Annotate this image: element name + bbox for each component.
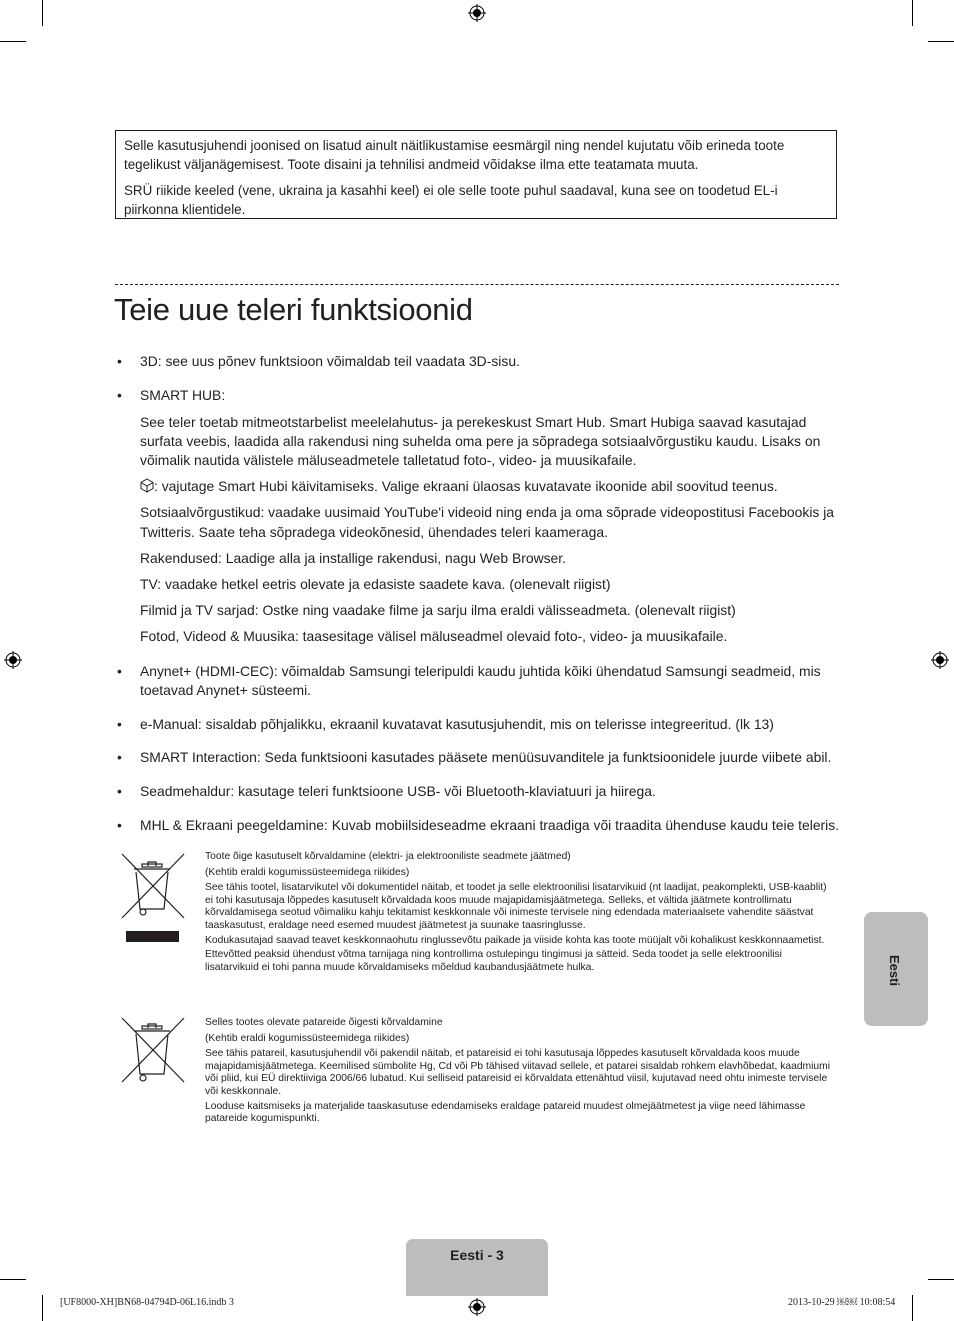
weee-heading: Toote õige kasutuselt kõrvaldamine (elektri- ja elektrooniliste seadmete jäätmed) (205, 851, 571, 862)
feature-text: : vaadake hetkel eetris olevate ja edasiste saadete kava. (olenevalt riigist) (157, 575, 611, 592)
weee-text: Kodukasutajad saavad teavet keskkonnaohutu ringlussevõtu paikade ja viiside kohta kas toote müüjalt või kohalikust keskkonnaametist. (205, 934, 825, 946)
crop-mark (928, 41, 954, 42)
crop-mark (912, 1295, 913, 1321)
registration-mark-icon (4, 651, 22, 669)
smart-hub-icon (140, 478, 154, 493)
bullet: • (117, 353, 122, 369)
feature-label: 3D (140, 353, 158, 369)
list-item (115, 748, 840, 767)
feature-label: Sotsiaalvõrgustikud (140, 504, 261, 521)
weee-text: See tähis tootel, lisatarvikutel või dokumentidel näitab, et toodet ja selle elektroonilisi lisatarvikuid (nt laadijat, peakomplekti, USB-kaablit) ei tohi kasutusaja lõppedes kasutuselt kõrvaldada koos muude majapidamisjäätmetega. Selleks, et vältida jäätmete kontrollimatu kõrvaldamisega seotud võimaliku kahju tekitamist keskkonnale või inimeste tervisele ning edendada materiaalsete vahendite säästvat taaskasutust, eraldage need esemed muudest jäätmetest ja suunake taasringlusse. (205, 882, 827, 931)
bullet: • (117, 662, 122, 679)
feature-text: : Seda funktsiooni kasutades pääsete menüüsuvanditele ja funktsioonidele juurde viibete abil. (256, 749, 832, 766)
feature-label: SMART Interaction (140, 749, 257, 766)
list-item (115, 782, 840, 801)
feature-label: Filmid ja TV sarjad (140, 602, 255, 619)
feature-text: : vaadake uusimaid YouTube'i videoid ning enda ja oma sõprade videopostitusi Facebookis ja Twitteris. Saate teha sõpradega videokõnesid, ühendades teleri kaameraga. (140, 504, 835, 540)
feature-text: : (221, 386, 226, 403)
crossed-battery-bin-icon (120, 1016, 186, 1086)
list-item (115, 715, 840, 734)
feature-label: TV (140, 575, 158, 592)
battery-text: See tähis patareil, kasutusjuhendil või pakendil näitab, et patareisid ei tohi kasutusaja lõppedes kasutuselt kõrvaldada koos muude majapidamisjäätmetega. Keemilised sümbolite Hg, Cd või Pb tähised viitavad sellele, et patarei sisaldab rohkem elavhõbedat, kaadmiumi või pliid, kui EÜ direktiiviga 2006/66 lubatud. Kui selliseid patareisid ei kõrvaldata ettenähtud viisil, kujutavad need ohtu inimeste tervisele või keskkonnale. (205, 1048, 831, 1097)
crop-mark (0, 41, 26, 42)
feature-text: : Kuvab mobiilsideseadme ekraani traadiga või traadita ühenduse kaudu teie teleris. (324, 816, 840, 833)
list-item (115, 662, 840, 700)
disclaimer-box (115, 130, 837, 219)
feature-list (115, 352, 840, 850)
weee-notice (205, 851, 830, 976)
page-title: Teie uue teleri funktsioonid (114, 292, 473, 327)
battery-subheading: (Kehtib eraldi kogumissüsteemidega riikides) (205, 1032, 410, 1044)
footer-timestamp: 2013-10-29 ￼￼ 10:08:54 (788, 1297, 896, 1308)
disclaimer-text: SRÜ riikide keeled (vene, ukraina ja kasahhi keel) ei ole selle toote puhul saadaval, kuna see on toodetud EL-i piirkonna klientidele. (124, 183, 778, 217)
crop-mark (42, 0, 43, 26)
weee-text: Ettevõtted peaksid ühendust võtma tarnijaga ning kontrollima ostulepingu tingimusi ja sätteid. Seda toodet ja selle elektroonilisi lisatarvikuid ei tohi panna muude kõrvaldamiseks mõeldud kaubandusjäätmete hulka. (205, 949, 782, 973)
feature-label: e-Manual (140, 715, 198, 732)
feature-label: Rakendused (140, 549, 218, 566)
weee-subheading: (Kehtib eraldi kogumissüsteemidega riikides) (205, 866, 410, 878)
list-item (115, 386, 840, 647)
feature-text: See teler toetab mitmeotstarbelist meelelahutus- ja perekeskust Smart Hub. Smart Hubiga saavad kasutajad surfata veebis, laadida alla rakendusi ning suhelda oma pere ja sõpradega sotsiaalvõrgustiku kaudu. Lisaks on võimalik nautida välistele mäluseadmetele talletatud foto-, video- ja muusikafaile. (140, 413, 821, 468)
language-tab-label: Eesti (887, 954, 903, 987)
feature-text: : see uus põnev funktsioon võimaldab teil vaadata 3D-sisu. (157, 353, 520, 369)
feature-label: Fotod, Videod & Muusika (140, 628, 295, 645)
crop-mark (0, 1279, 26, 1280)
registration-mark-icon (931, 651, 949, 669)
page-number-tab (406, 1239, 548, 1296)
bullet: • (117, 783, 122, 800)
feature-text: : Laadige alla ja installige rakendusi, nagu Web Browser. (218, 549, 566, 566)
feature-text: : võimaldab Samsungi teleripuldi kaudu juhtida kõiki ühendatud Samsungi seadmeid, mis toetavad Anynet+ süsteemi. (140, 662, 821, 698)
feature-text: : taasesitage välisel mäluseadmel olevaid foto-, video- ja muusikafaile. (294, 628, 728, 645)
feature-label: MHL & Ekraani peegeldamine (140, 816, 325, 833)
registration-mark-icon (468, 1298, 486, 1316)
feature-text: : kasutage teleri funktsioone USB- või Bluetooth-klaviatuuri ja hiirega. (230, 783, 656, 800)
feature-label: SMART HUB (140, 386, 222, 403)
disclaimer-text: Selle kasutusjuhendi joonised on lisatud ainult näitlikustamise eesmärgil ning nendel kujutatu võib erineda toote tegelikust väljanägemisest. Toote disaini ja tehnilisi andmeid võidakse ilma ette teatamata muuta. (124, 138, 785, 172)
page-number: Eesti - 3 (450, 1247, 504, 1263)
section-divider (115, 284, 839, 285)
crop-mark (928, 1279, 954, 1280)
bullet: • (117, 816, 122, 833)
battery-text: Looduse kaitsmiseks ja materjalide taaskasutuse edendamiseks eraldage patareid muudest olmejäätmetest ja viige need lähimasse patareide kogumispunkti. (205, 1100, 806, 1125)
crossed-bin-icon (120, 852, 186, 944)
bullet: • (117, 386, 122, 403)
crop-mark (912, 0, 913, 26)
battery-notice (205, 1017, 830, 1128)
language-tab (864, 912, 928, 1026)
list-item (115, 352, 840, 371)
registration-mark-icon (468, 4, 486, 22)
crop-mark (42, 1295, 43, 1321)
footer-file-info: [UF8000-XH]BN68-04794D-06L16.indb 3 (60, 1297, 234, 1308)
feature-text: : sisaldab põhjalikku, ekraanil kuvatavat kasutusjuhendit, mis on telerisse integreeritud. (lk 13) (197, 715, 774, 732)
bullet: • (117, 749, 122, 766)
list-item (115, 816, 840, 835)
feature-text: : vajutage Smart Hubi käivitamiseks. Valige ekraani ülaosas kuvatavate ikoonide abil soovitud teenus. (154, 478, 778, 495)
bullet: • (117, 715, 122, 732)
feature-text: : Ostke ning vaadake filme ja sarju ilma eraldi välisseadmeta. (olenevalt riigist) (254, 602, 736, 619)
feature-label: Seadmehaldur (140, 783, 231, 800)
battery-heading: Selles tootes olevate patareide õigesti kõrvaldamine (205, 1017, 443, 1028)
feature-label: Anynet+ (HDMI-CEC) (140, 662, 274, 679)
